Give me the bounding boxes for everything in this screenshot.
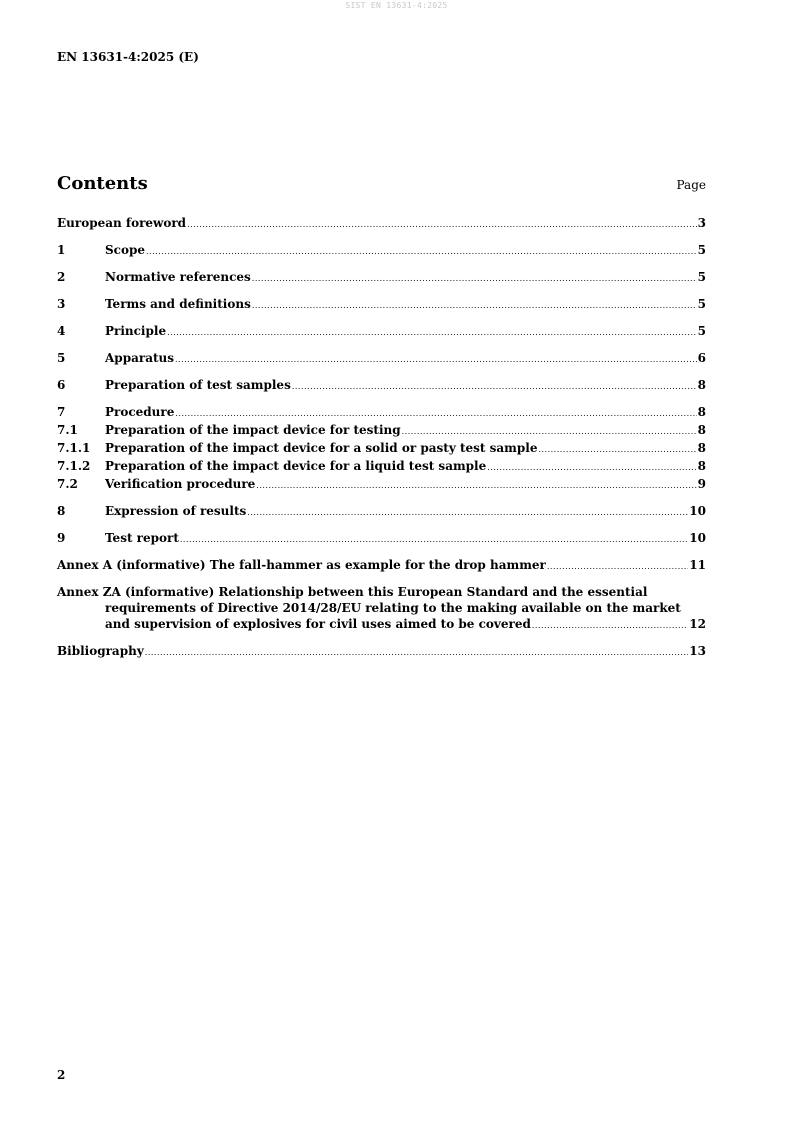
- toc-entry-title: Expression of results: [105, 504, 247, 518]
- toc-entry-page: 8: [697, 423, 706, 437]
- toc-entry-title: Preparation of the impact device for a liquid test sample: [105, 459, 487, 473]
- contents-title: Contents: [57, 173, 148, 194]
- contents-header: [57, 173, 706, 194]
- toc-leader-dots: [402, 424, 697, 440]
- toc-entry-page: 5: [697, 270, 706, 284]
- toc-leader-dots: [252, 271, 697, 287]
- toc-leader-dots: [247, 505, 688, 521]
- toc-entry-7-1[interactable]: [57, 422, 706, 440]
- toc-entry-title: European foreword: [57, 216, 187, 230]
- toc-leader-dots: [180, 532, 688, 548]
- toc-entry-number: 7.1.2: [57, 459, 91, 473]
- toc-entry-title: Test report: [105, 531, 179, 545]
- toc-entry-page: 9: [697, 477, 706, 491]
- toc-leader-dots: [487, 460, 696, 476]
- toc-entry-test-report[interactable]: [57, 530, 706, 548]
- toc-leader-dots: [187, 217, 697, 233]
- toc-entry-terms-definitions[interactable]: [57, 296, 706, 314]
- toc-entry-annex-za[interactable]: [57, 584, 706, 634]
- toc-leader-dots: [175, 352, 697, 368]
- toc-entry-number: 9: [57, 531, 66, 545]
- toc-entry-title: Apparatus: [105, 351, 174, 365]
- toc-leader-dots: [146, 244, 697, 260]
- toc-entry-title: Preparation of test samples: [105, 378, 291, 392]
- toc-entry-title-line: requirements of Directive 2014/28/EU relating to the making available on the market: [105, 601, 681, 615]
- toc-leader-dots: [532, 618, 688, 634]
- toc-entry-expression-results[interactable]: [57, 503, 706, 521]
- page-column-label: Page: [676, 178, 706, 192]
- toc-entry-title: Scope: [105, 243, 146, 257]
- toc-entry-title: Preparation of the impact device for a solid or pasty test sample: [105, 441, 538, 455]
- toc-entry-title: Terms and definitions: [105, 297, 251, 311]
- toc-entry-number: 1: [57, 243, 66, 257]
- toc-entry-7-1-1[interactable]: [57, 440, 706, 458]
- toc-entry-number: 7.2: [57, 477, 78, 491]
- toc-leader-dots: [292, 379, 697, 395]
- toc-entry-page: 8: [697, 405, 706, 419]
- toc-entry-bibliography[interactable]: [57, 643, 706, 661]
- toc-entry-title: Normative references: [105, 270, 251, 284]
- toc-entry-page: 5: [697, 297, 706, 311]
- toc-leader-dots: [538, 442, 696, 458]
- toc-entry-7-1-2[interactable]: [57, 458, 706, 476]
- toc-leader-dots: [256, 478, 696, 494]
- toc-entry-number: 7.1.1: [57, 441, 91, 455]
- table-of-contents: [57, 215, 706, 661]
- toc-entry-principle[interactable]: [57, 323, 706, 341]
- toc-entry-title: Procedure: [105, 405, 175, 419]
- toc-entry-title: Principle: [105, 324, 167, 338]
- toc-entry-number: 5: [57, 351, 66, 365]
- toc-entry-page: 8: [697, 441, 706, 455]
- toc-entry-title: Bibliography: [57, 644, 144, 658]
- toc-entry-annex-a[interactable]: [57, 557, 706, 575]
- toc-entry-number: 7.1: [57, 423, 78, 437]
- toc-entry-page: 12: [689, 617, 706, 631]
- toc-entry-number: 8: [57, 504, 66, 518]
- toc-leader-dots: [547, 559, 688, 575]
- toc-entry-foreword[interactable]: [57, 215, 706, 233]
- toc-entry-normative-references[interactable]: [57, 269, 706, 287]
- toc-entry-page: 8: [697, 378, 706, 392]
- toc-entry-procedure[interactable]: [57, 404, 706, 422]
- toc-entry-title: Preparation of the impact device for testing: [105, 423, 401, 437]
- toc-entry-title: Annex A (informative) The fall-hammer as example for the drop hammer: [57, 558, 546, 572]
- document-id: EN 13631-4:2025 (E): [57, 50, 199, 64]
- toc-entry-page: 11: [689, 558, 706, 572]
- toc-entry-page: 3: [697, 216, 706, 230]
- toc-entry-last-line: [57, 616, 706, 634]
- toc-entry-page: 10: [689, 531, 706, 545]
- toc-entry-7-2[interactable]: [57, 476, 706, 494]
- toc-entry-page: 5: [697, 324, 706, 338]
- toc-entry-preparation-samples[interactable]: [57, 377, 706, 395]
- toc-entry-title-line: and supervision of explosives for civil uses aimed to be covered: [105, 617, 531, 631]
- toc-entry-page: 10: [689, 504, 706, 518]
- toc-entry-title: Verification procedure: [105, 477, 256, 491]
- toc-entry-scope[interactable]: [57, 242, 706, 260]
- toc-entry-number: 4: [57, 324, 66, 338]
- toc-entry-title-line: Annex ZA (informative) Relationship between this European Standard and the essential: [57, 585, 648, 599]
- toc-entry-page: 5: [697, 243, 706, 257]
- toc-entry-page: 8: [697, 459, 706, 473]
- toc-entry-number: 6: [57, 378, 66, 392]
- toc-entry-page: 6: [697, 351, 706, 365]
- toc-entry-number: 3: [57, 297, 66, 311]
- toc-leader-dots: [145, 645, 689, 661]
- toc-entry-apparatus[interactable]: [57, 350, 706, 368]
- watermark: SIST EN 13631-4:2025: [345, 1, 448, 10]
- toc-leader-dots: [175, 406, 696, 422]
- toc-leader-dots: [252, 298, 697, 314]
- page-number: 2: [57, 1068, 66, 1082]
- toc-entry-page: 13: [689, 644, 706, 658]
- toc-entry-number: 2: [57, 270, 66, 284]
- toc-entry-number: 7: [57, 405, 66, 419]
- toc-leader-dots: [167, 325, 697, 341]
